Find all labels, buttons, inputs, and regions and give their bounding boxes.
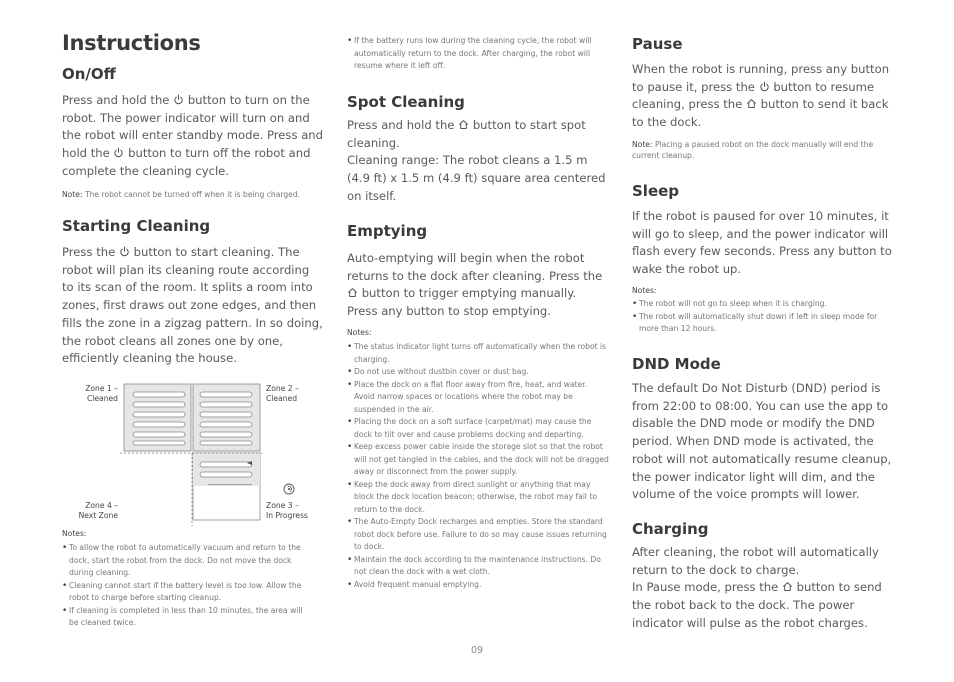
zone3-label: Zone 3 – In Progress — [266, 501, 308, 520]
emptying-notes-list — [347, 341, 609, 591]
page-number: 09 — [470, 645, 484, 656]
starting-heading: Starting Cleaning — [62, 217, 211, 235]
emptying-notes-label: Notes: — [347, 328, 372, 337]
list-item: • If cleaning is completed in less than 10 minutes, the area will be cleaned twice. — [62, 605, 312, 630]
onoff-paragraph: Press and hold the button to turn on the robot. The power indicator will turn on and the robot will enter standby mode. Press and hold the button to turn off the robot and complete the cleaning cycle. — [62, 93, 324, 178]
list-item: • The status indicator light turns off automatically when the robot is charging. — [347, 341, 609, 366]
pause-paragraph: When the robot is running, press any button to pause it, press the button to resume cleaning, press the button to send it back to the dock. — [632, 62, 890, 130]
spot-heading: Spot Cleaning — [347, 93, 465, 111]
zone4-label: Zone 4 – Next Zone — [78, 501, 118, 520]
list-item: • Placing the dock on a soft surface (carpet/mat) may cause the dock to tilt over and cause problems docking and departing. — [347, 416, 609, 441]
dnd-heading: DND Mode — [632, 355, 721, 373]
list-item: • The robot will automatically shut down if left in sleep mode for more than 12 hours. — [632, 311, 894, 336]
power-icon — [173, 94, 184, 105]
zone2-label: Zone 2 – Cleaned — [266, 384, 299, 403]
list-item: • Keep the dock away from direct sunlight or anything that may block the dock location beacon; otherwise, the robot may fail to return to the dock. — [347, 479, 609, 517]
list-item: • Do not use without dustbin cover or dust bag. — [347, 366, 609, 379]
sleep-heading: Sleep — [632, 182, 680, 200]
pause-heading: Pause — [632, 35, 683, 53]
charging-paragraph: After cleaning, the robot will automatically return to the dock to charge. In Pause mode, press the button to send the robot back to the dock. The power indicator will pulse as the robot charges. — [632, 545, 882, 630]
list-item: • The robot will not go to sleep when it is charging. — [632, 298, 894, 311]
power-icon — [113, 147, 124, 158]
sleep-notes-label: Notes: — [632, 286, 657, 295]
home-icon — [347, 287, 358, 298]
sleep-paragraph: If the robot is paused for over 10 minutes, it will go to sleep, and the power indicator will flash every few seconds. Press any button to wake the robot up. — [632, 209, 892, 277]
list-item: • The Auto-Empty Dock recharges and empties. Store the standard robot dock before use. Failure to do so may cause issues returning to dock. — [347, 516, 609, 554]
emptying-heading: Emptying — [347, 222, 428, 240]
home-icon — [458, 119, 469, 130]
spot-paragraph: Press and hold the button to start spot cleaning. Cleaning range: The robot cleans a 1.5 m (4.9 ft) x 1.5 m (4.9 ft) square area centered on itself. — [347, 118, 606, 203]
emptying-paragraph: Auto-emptying will begin when the robot returns to the dock after cleaning. Press the button to trigger emptying manually. Press any button to stop emptying. — [347, 251, 603, 319]
power-icon — [759, 81, 770, 92]
top-note-list — [347, 35, 603, 73]
home-icon — [782, 581, 793, 592]
home-icon — [746, 98, 757, 109]
list-item: • Maintain the dock according to the maintenance instructions. Do not clean the dock with a wet cloth. — [347, 554, 609, 579]
starting-notes-list — [62, 542, 312, 630]
zone3-cleaned-part — [193, 453, 260, 486]
list-item: • Place the dock on a flat floor away from fire, heat, and water. Avoid narrow spaces or locations where the robot may be suspended in the air. — [347, 379, 609, 417]
zone-diagram — [120, 380, 264, 526]
onoff-note: Note: The robot cannot be turned off when it is being charged. — [62, 190, 301, 199]
list-item: • Keep excess power cable inside the storage slot so that the robot will not get tangled in the cables, and the dock will not be dragged away or disconnect from the power supply. — [347, 441, 609, 479]
robot-icon — [283, 483, 295, 495]
sleep-notes-list — [632, 298, 894, 336]
zone1-label: Zone 1 – Cleaned — [85, 384, 118, 403]
charging-heading: Charging — [632, 520, 709, 538]
dnd-paragraph: The default Do Not Disturb (DND) period is from 22:00 to 08:00. You can use the app to disable the DND mode or modify the DND period. When DND mode is activated, the robot will not automatically resume cleanup, the power indicator light will dim, and the volume of the voice prompts will lower. — [632, 381, 892, 502]
list-item: • Cleaning cannot start if the battery level is too low. Allow the robot to charge before starting cleanup. — [62, 580, 312, 605]
starting-notes-label: Notes: — [62, 529, 87, 538]
list-item: • To allow the robot to automatically vacuum and return to the dock, start the robot from the dock. Do not move the dock during cleaning. — [62, 542, 312, 580]
page-title: Instructions — [62, 31, 201, 55]
list-item: • Avoid frequent manual emptying. — [347, 579, 609, 592]
starting-paragraph: Press the button to start cleaning. The robot will plan its cleaning route according to its scan of the room. It splits a room into zones, first draws out zone edges, and then fills the zone in a zigzag pattern. In so doing, the robot cleans all zones one by one, efficiently cleaning the house. — [62, 245, 323, 366]
list-item: • If the battery runs low during the cleaning cycle, the robot will automatically return to the dock. After charging, the robot will resume where it left off. — [347, 35, 603, 73]
pause-note: Note: Placing a paused robot on the dock manually will end the current cleanup. — [632, 140, 874, 160]
power-icon — [119, 246, 130, 257]
onoff-heading: On/Off — [62, 65, 116, 83]
